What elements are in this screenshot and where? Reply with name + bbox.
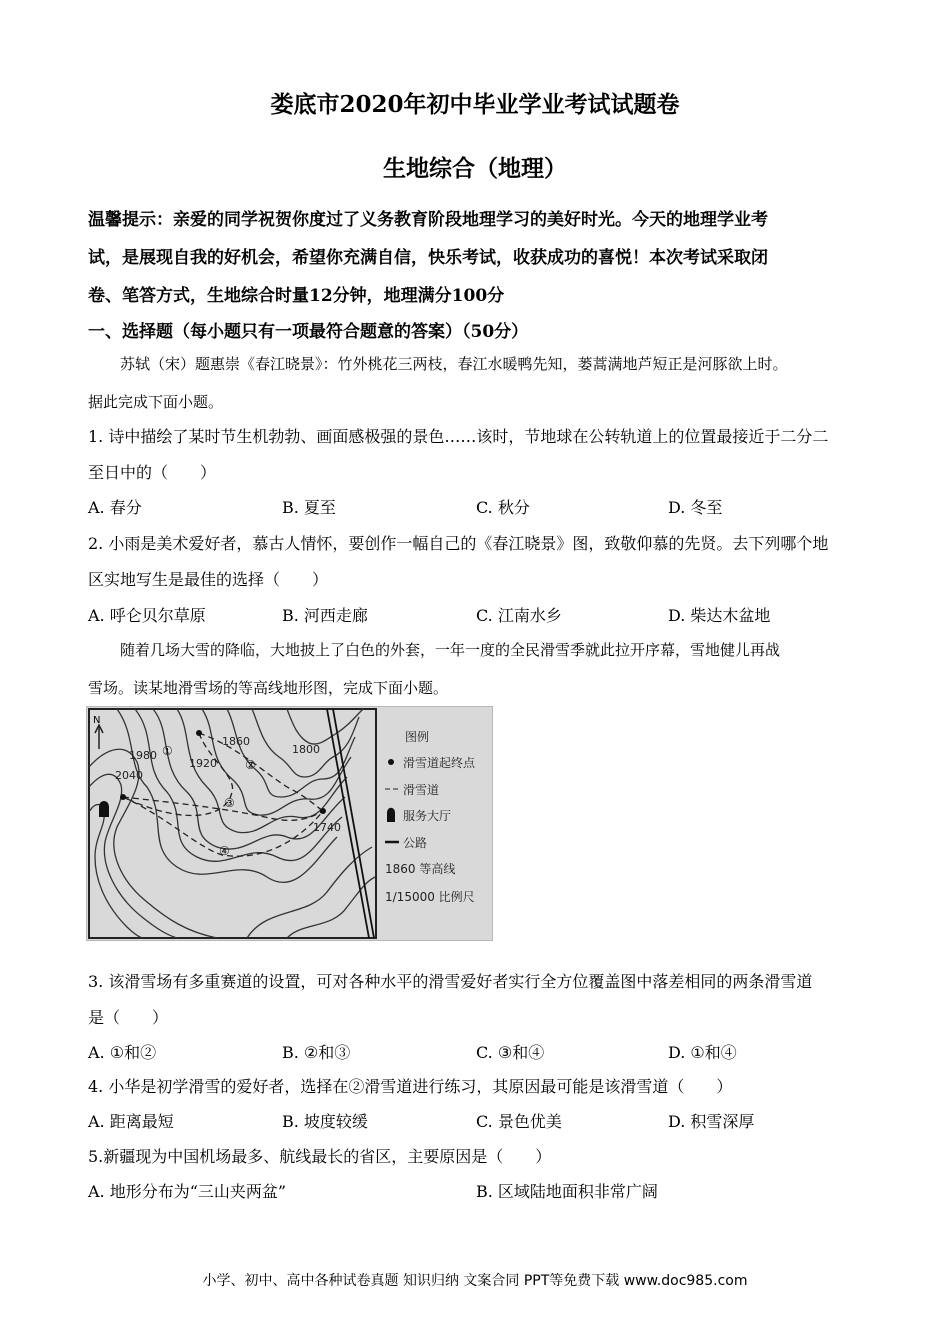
poem-line: 据此完成下面小题。 — [88, 393, 224, 411]
contour-label: 1740 — [313, 821, 341, 834]
q3-option-b: B. ②和③ — [282, 1043, 351, 1062]
map-legend — [385, 729, 476, 904]
q1-option-d: D. 冬至 — [668, 498, 723, 517]
contour-label: 1920 — [189, 757, 217, 770]
q2-option-a: A. 呼仑贝尔草原 — [88, 606, 206, 625]
section-heading: 一、选择题（每小题只有一项最符合题意的答案）（50分） — [88, 322, 529, 342]
question-5: 5.新疆现为中国机场最多、航线最长的省区，主要原因是（ ） — [88, 1147, 552, 1166]
contour-label: 1860 — [222, 735, 250, 748]
legend-item: 1860 等高线 — [385, 862, 456, 876]
q2-option-d: D. 柴达木盆地 — [668, 606, 771, 625]
run-marker-4: ④ — [219, 844, 230, 858]
q5-option-a: A. 地形分布为“三山夹两盆” — [88, 1182, 287, 1201]
north-label: N — [93, 715, 101, 726]
legend-item: 滑雪道 — [403, 783, 440, 797]
q1-option-a: A. 春分 — [88, 498, 142, 517]
q2-option-b: B. 河西走廊 — [282, 606, 368, 625]
question-1-cont: 至日中的（ ） — [88, 463, 217, 482]
q4-option-b: B. 坡度较缓 — [282, 1112, 368, 1131]
q4-option-d: D. 积雪深厚 — [668, 1112, 755, 1131]
legend-item: 1/15000 比例尺 — [385, 890, 475, 904]
q3-option-a: A. ①和② — [88, 1043, 157, 1062]
legend-item: 服务大厅 — [403, 809, 452, 823]
question-3-cont: 是（ ） — [88, 1008, 169, 1027]
question-4: 4. 小华是初学滑雪的爱好者，选择在②滑雪道进行练习，其原因最可能是该滑雪道（ ） — [88, 1077, 733, 1096]
question-2: 2. 小雨是美术爱好者，慕古人情怀，要创作一幅自己的《春江晓景》图，致敬仰慕的先贤。去下列哪个地 — [88, 534, 829, 553]
q3-option-d: D. ①和④ — [668, 1043, 737, 1062]
q5-option-b: B. 区域陆地面积非常广阔 — [476, 1182, 658, 1201]
legend-title: 图例 — [405, 730, 430, 744]
question-3: 3. 该滑雪场有多重赛道的设置，可对各种水平的滑雪爱好者实行全方位覆盖图中落差相同的两条滑雪道 — [88, 972, 813, 991]
run-marker-1: ① — [162, 744, 173, 758]
q3-option-c: C. ③和④ — [476, 1043, 545, 1062]
page-subtitle: 生地综合（地理） — [383, 155, 567, 182]
ski-intro-line: 雪场。读某地滑雪场的等高线地形图，完成下面小题。 — [88, 679, 449, 697]
q2-option-c: C. 江南水乡 — [476, 606, 562, 625]
contour-label: 2040 — [115, 769, 143, 782]
contour-label: 1980 — [129, 749, 157, 762]
question-1: 1. 诗中描绘了某时节生机勃勃、画面感极强的景色……该时，节地球在公转轨道上的位置最接近于二分二 — [88, 427, 829, 446]
tip-line: 温馨提示：亲爱的同学祝贺你度过了义务教育阶段地理学习的美好时光。今天的地理学业考 — [88, 210, 768, 230]
ski-intro-line: 随着几场大雪的降临，大地披上了白色的外套，一年一度的全民滑雪季就此拉开序幕，雪地健儿再战 — [120, 641, 781, 659]
run-marker-3: ③ — [224, 796, 235, 810]
poem-line: 苏轼（宋）题惠崇《春江晓景》：竹外桃花三两枝，春江水暖鸭先知，蒌蒿满地芦短正是河豚欲上时。 — [120, 355, 788, 373]
contour-map-graphic — [87, 707, 492, 940]
question-2-cont: 区实地写生是最佳的选择（ ） — [88, 570, 329, 589]
q4-option-c: C. 景色优美 — [476, 1112, 562, 1131]
page-footer: 小学、初中、高中各种试卷真题 知识归纳 文案合同 PPT等免费下载 www.doc985.com — [202, 1273, 748, 1289]
legend-item: 公路 — [403, 836, 428, 850]
q1-option-b: B. 夏至 — [282, 498, 336, 517]
run-marker-2: ② — [245, 758, 256, 772]
q4-option-a: A. 距离最短 — [88, 1112, 174, 1131]
legend-item: 滑雪道起终点 — [403, 756, 476, 770]
page-title: 娄底市2020年初中毕业学业考试试题卷 — [270, 91, 680, 118]
tip-line: 卷、笔答方式，生地综合时量12分钟，地理满分100分 — [88, 286, 505, 306]
service-hall-icon — [99, 801, 109, 817]
tip-line: 试，是展现自我的好机会，希望你充满自信，快乐考试，收获成功的喜悦！本次考试采取闭 — [88, 248, 768, 268]
contour-label: 1800 — [292, 743, 320, 756]
contour-map — [86, 706, 493, 941]
q1-option-c: C. 秋分 — [476, 498, 530, 517]
